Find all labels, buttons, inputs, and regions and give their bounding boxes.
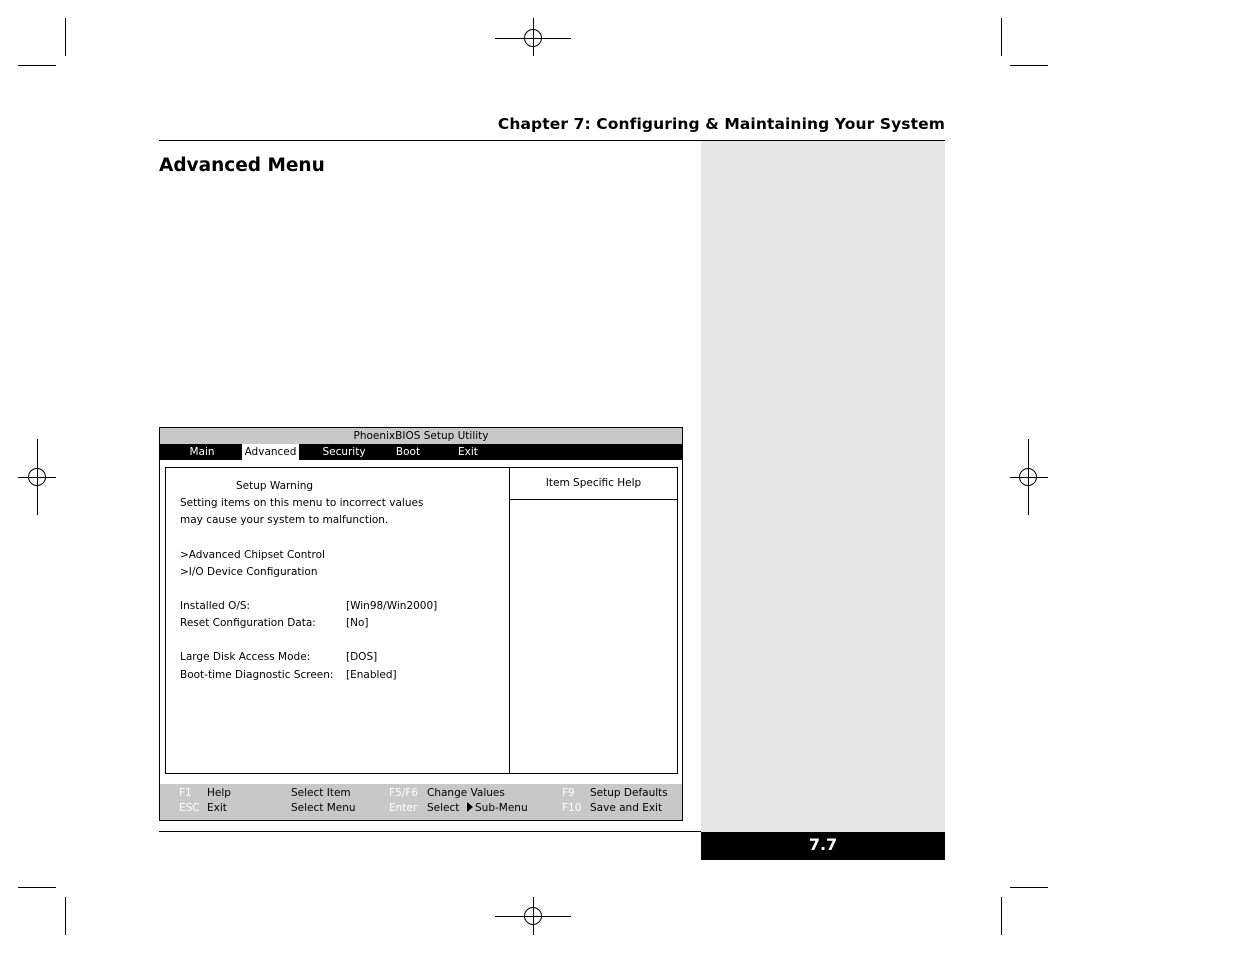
- bios-main-panel: [165, 467, 510, 774]
- key-label: F1: [179, 787, 192, 799]
- setting-label: Reset Configuration Data:: [180, 617, 316, 629]
- submenu-advanced-chipset-control[interactable]: >Advanced Chipset Control: [180, 549, 325, 561]
- registration-mark: [1010, 477, 1048, 478]
- bios-key-legend: [160, 784, 682, 820]
- crop-mark: [1001, 897, 1002, 935]
- setting-label: Boot-time Diagnostic Screen:: [180, 669, 334, 681]
- tab-advanced[interactable]: Advanced: [242, 444, 299, 460]
- warning-text: Setting items on this menu to incorrect values: [180, 497, 424, 509]
- key-action: Setup Defaults: [590, 787, 668, 799]
- key-action: Exit: [207, 802, 227, 814]
- crop-mark: [65, 18, 66, 56]
- footer-rule: [159, 831, 701, 832]
- registration-mark: [18, 477, 56, 478]
- setting-value-reset-config[interactable]: [No]: [346, 617, 369, 629]
- crop-mark: [18, 887, 56, 888]
- bios-menu-bar: [160, 444, 682, 460]
- key-action: Help: [207, 787, 231, 799]
- header-rule: [159, 140, 945, 141]
- registration-mark: [533, 897, 534, 935]
- chapter-title: Chapter 7: Configuring & Maintaining Your System: [497, 115, 945, 133]
- key-label: Enter: [389, 802, 418, 814]
- key-action: Save and Exit: [590, 802, 663, 814]
- bios-title-bar: PhoenixBIOS Setup Utility: [160, 428, 682, 444]
- key-action: Change Values: [427, 787, 505, 799]
- crop-mark: [1010, 65, 1048, 66]
- crop-mark: [65, 897, 66, 935]
- warning-text: may cause your system to malfunction.: [180, 514, 389, 526]
- play-arrow-icon: [467, 802, 473, 812]
- key-action: Select Menu: [291, 802, 356, 814]
- section-title: Advanced Menu: [159, 155, 325, 176]
- tab-boot[interactable]: Boot: [395, 446, 421, 458]
- setting-value-installed-os[interactable]: [Win98/Win2000]: [346, 600, 438, 612]
- key-label: F10: [562, 802, 582, 814]
- submenu-io-device-configuration[interactable]: >I/O Device Configuration: [180, 566, 318, 578]
- help-heading: Item Specific Help: [510, 468, 677, 500]
- setting-label: Large Disk Access Mode:: [180, 651, 311, 663]
- tab-security[interactable]: Security: [322, 446, 366, 458]
- margin-sidebar: [701, 141, 945, 832]
- warning-heading: Setup Warning: [236, 480, 314, 492]
- setting-value-boot-diagnostic[interactable]: [Enabled]: [346, 669, 397, 681]
- tab-main[interactable]: Main: [189, 446, 215, 458]
- page-number: 7.7: [701, 832, 945, 860]
- crop-mark: [18, 65, 56, 66]
- crop-mark: [1010, 887, 1048, 888]
- submenu-hint: [467, 802, 528, 814]
- setting-label: Installed O/S:: [180, 600, 251, 612]
- crop-mark: [1001, 18, 1002, 56]
- key-action: Sub-Menu: [475, 802, 528, 814]
- key-label: F5/F6: [389, 787, 418, 799]
- bios-help-panel: [510, 467, 678, 774]
- key-action: Select: [427, 802, 460, 814]
- bios-setup-screen: [159, 427, 683, 821]
- setting-value-large-disk-mode[interactable]: [DOS]: [346, 651, 378, 663]
- tab-exit[interactable]: Exit: [458, 446, 478, 458]
- key-label: ESC: [179, 802, 200, 814]
- key-label: F9: [562, 787, 575, 799]
- registration-mark: [533, 18, 534, 56]
- key-action: Select Item: [291, 787, 351, 799]
